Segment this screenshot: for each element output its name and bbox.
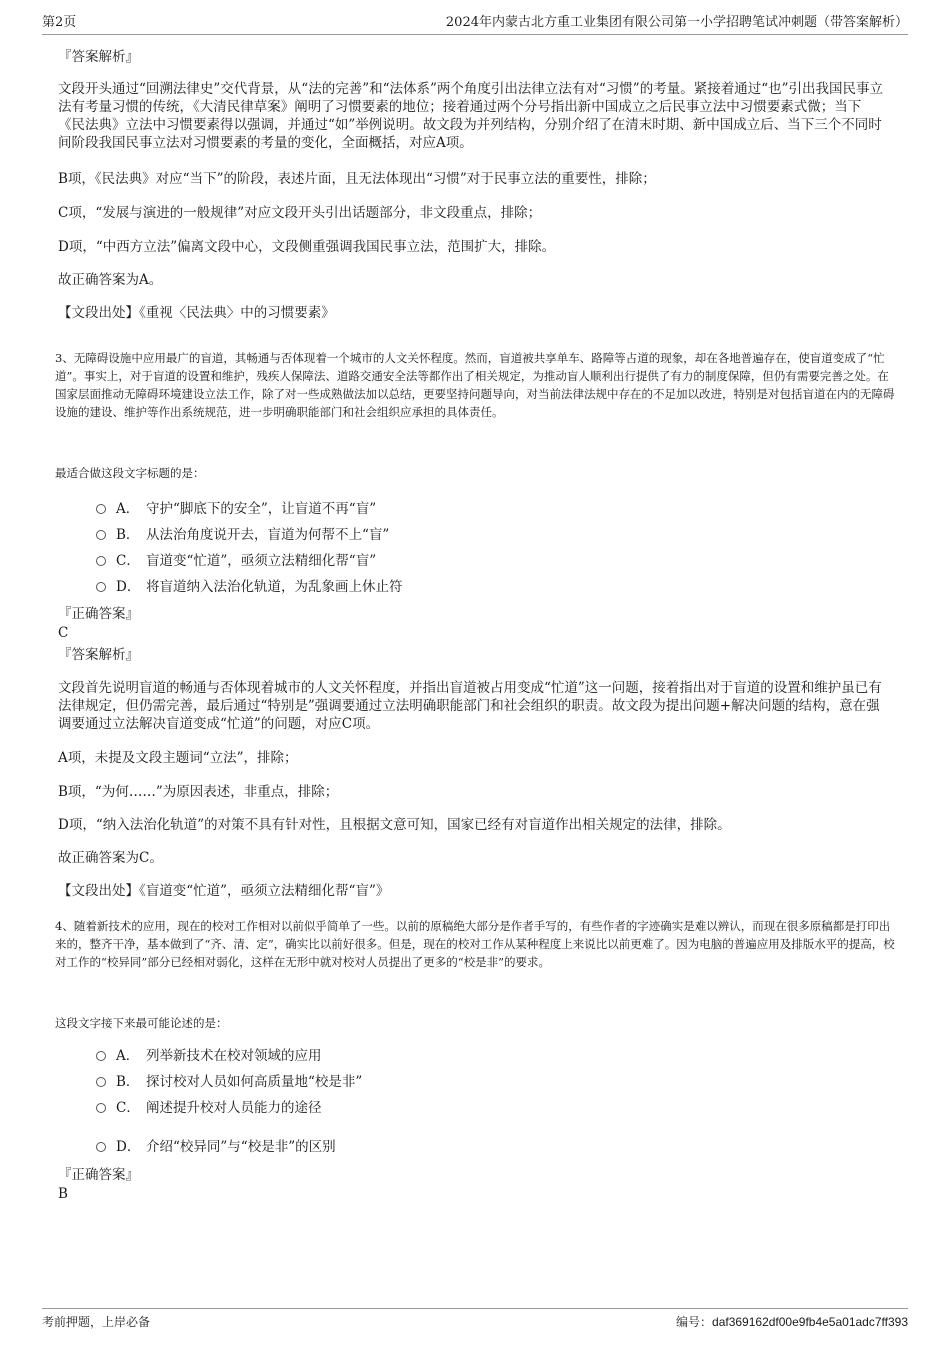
- radio-icon[interactable]: [96, 1142, 106, 1152]
- correct-answer: B: [58, 1186, 68, 1202]
- page-number: 第2页: [42, 15, 77, 30]
- passage-source: 【文段出处】《盲道变“忙道”，亟须立法精细化帮“盲”》: [58, 883, 390, 899]
- page-footer: [42, 1308, 908, 1331]
- radio-icon[interactable]: [96, 556, 106, 566]
- radio-icon[interactable]: [96, 504, 106, 514]
- q3-option-b[interactable]: B． 从法治角度说开去，盲道为何帮不上“盲”: [96, 525, 389, 545]
- analysis-option-d: D项，“纳入法治化轨道”的对策不具有针对性，且根据文意可知，国家已经有对盲道作出相关规定的法律，排除。: [58, 817, 731, 833]
- q3-option-c[interactable]: C． 盲道变“忙道”，亟须立法精细化帮“盲”: [96, 551, 376, 571]
- analysis-title: 『答案解析』: [58, 647, 139, 663]
- q4-option-d[interactable]: D． 介绍“校异同”与“校是非”的区别: [96, 1137, 336, 1157]
- question-3-prompt: 最适合做这段文字标题的是：: [55, 466, 205, 480]
- question-3-passage: 3、无障碍设施中应用最广的盲道，其畅通与否体现着一个城市的人文关怀程度。然而，盲道被共享单车、路障等占道的现象，却在各地普遍存在，使盲道变成了“忙道”。事实上，对于盲道的设置和维护，残疾人保障法、道路交通安全法等都作出了相关规定，为推动盲人顺利出行提供了有力的制度保障，但仍有需要完善之处。在国家层面推动无障碍环境建设立法工作，除了对一些成熟做法加以总结，更要坚持问题导向，对当前法律法规中存在的不足加以改进，特别是对包括盲道在内的无障碍设施的建设、维护等作出系统规范，进一步明确职能部门和社会组织应承担的具体责任。: [55, 351, 895, 419]
- correct-answer-title: 『正确答案』: [58, 1167, 139, 1183]
- answer-statement: 故正确答案为C。: [58, 850, 163, 866]
- analysis-option-b: B项，“为何……”为原因表述，非重点，排除；: [58, 784, 339, 800]
- q4-option-a[interactable]: A． 列举新技术在校对领域的应用: [96, 1046, 322, 1066]
- q3-option-a[interactable]: A． 守护“脚底下的安全”，让盲道不再“盲”: [96, 499, 376, 519]
- q4-option-c[interactable]: C． 阐述提升校对人员能力的途径: [96, 1098, 322, 1118]
- analysis-title: 『答案解析』: [58, 49, 139, 65]
- analysis-option-d: D项，“中西方立法”偏离文段中心，文段侧重强调我国民事立法，范围扩大，排除。: [58, 239, 556, 255]
- analysis-option-b: B项，《民法典》对应“当下”的阶段，表述片面，且无法体现出“习惯”对于民事立法的重要性，排除；: [58, 171, 656, 187]
- page-header: [42, 14, 908, 35]
- radio-icon[interactable]: [96, 582, 106, 592]
- correct-answer-title: 『正确答案』: [58, 606, 139, 622]
- analysis-paragraph: 文段开头通过“回溯法律史”交代背景，从“法的完善”和“法体系”两个角度引出法律立法有对“习惯”的考量。紧接着通过“也”引出我国民事立法有考量习惯的传统，《大清民律草案》阐明了习惯要素的地位；接着通过两个分号指出新中国成立之后民事立法中习惯要素式微；当下《民法典》立法中习惯要素得以强调，并通过“如”举例说明。故文段为并列结构，分别介绍了在清末时期、新中国成立后、当下三个不同时间阶段我国民事立法对习惯要素的考量的变化，全面概括，对应A项。: [58, 81, 884, 151]
- radio-icon[interactable]: [96, 530, 106, 540]
- radio-icon[interactable]: [96, 1051, 106, 1061]
- q3-option-d[interactable]: D． 将盲道纳入法治化轨道，为乱象画上休止符: [96, 577, 403, 597]
- radio-icon[interactable]: [96, 1077, 106, 1087]
- analysis-paragraph: 文段首先说明盲道的畅通与否体现着城市的人文关怀程度，并指出盲道被占用变成“忙道”这一问题，接着指出对于盲道的设置和维护虽已有法律规定，但仍需完善，最后通过“特别是”强调要通过立法明确职能部门和社会组织的职责。故文段为提出问题+解决问题的结构，意在强调要通过立法解决盲道变成“忙道”的问题，对应C项。: [58, 680, 882, 732]
- radio-icon[interactable]: [96, 1103, 106, 1113]
- analysis-option-a: A项，未提及文段主题词“立法”，排除；: [58, 750, 298, 766]
- analysis-option-c: C项，“发展与演进的一般规律”对应文段开头引出话题部分，非文段重点，排除；: [58, 205, 542, 221]
- footer-slogan: 考前押题，上岸必备: [42, 1315, 151, 1329]
- document-code: 编号：daf369162df00e9fb4e5a01adc7ff393: [676, 1315, 908, 1329]
- correct-answer: C: [58, 625, 69, 641]
- document-title: 2024年内蒙古北方重工业集团有限公司第一小学招聘笔试冲刺题（带答案解析）: [445, 15, 908, 30]
- question-4-prompt: 这段文字接下来最可能论述的是：: [55, 1016, 228, 1030]
- question-4-passage: 4、随着新技术的应用，现在的校对工作相对以前似乎简单了一些。以前的原稿绝大部分是作者手写的，有些作者的字迹确实是难以辨认，而现在很多原稿都是打印出来的，整齐干净，基本做到了“齐、清、定”，确实比以前好很多。但是，现在的校对工作从某种程度上来说比以前更难了。因为电脑的普遍应用及排版水平的提高，校对工作的“校异同”部分已经相对弱化，这样在无形中就对校对人员提出了更多的“校是非”的要求。: [55, 919, 895, 969]
- passage-source: 【文段出处】《重视〈民法典〉中的习惯要素》: [58, 305, 335, 321]
- answer-statement: 故正确答案为A。: [58, 272, 163, 288]
- q4-option-b[interactable]: B． 探讨校对人员如何高质量地“校是非”: [96, 1072, 362, 1092]
